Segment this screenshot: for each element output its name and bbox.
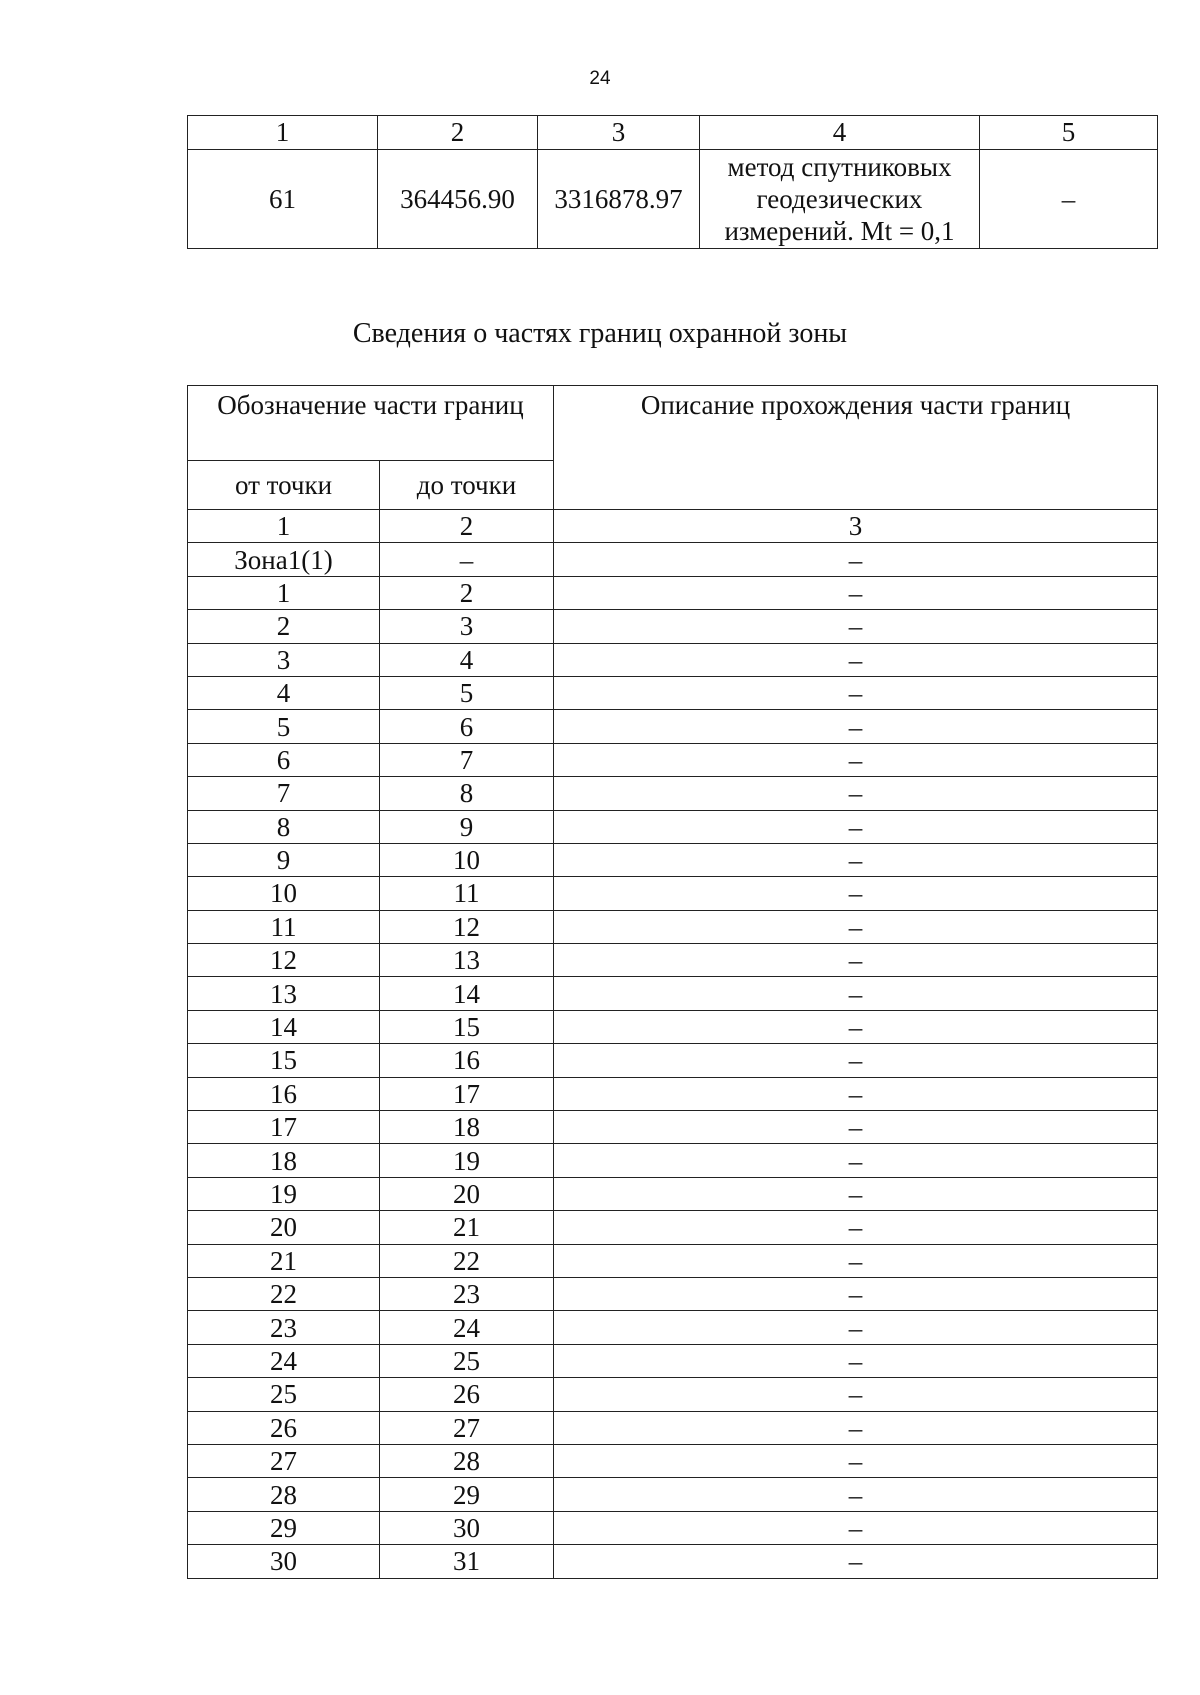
description: –: [554, 1344, 1158, 1377]
description: –: [554, 743, 1158, 776]
to-point: 14: [380, 977, 554, 1010]
description: –: [554, 1077, 1158, 1110]
column-number: 3: [554, 510, 1158, 543]
to-point: 8: [380, 777, 554, 810]
from-point-header: от точки: [188, 461, 380, 510]
from-point: 23: [188, 1311, 380, 1344]
description: –: [554, 1277, 1158, 1310]
table-row: [188, 1344, 1158, 1377]
table-row: [188, 1244, 1158, 1277]
to-point: 23: [380, 1277, 554, 1310]
description: –: [554, 1545, 1158, 1578]
description: –: [554, 676, 1158, 709]
table-row: [188, 1111, 1158, 1144]
from-point: 5: [188, 710, 380, 743]
description: –: [554, 1478, 1158, 1511]
description: –: [554, 1378, 1158, 1411]
to-point: 6: [380, 710, 554, 743]
parts-header-row: [188, 386, 1158, 461]
description: –: [554, 810, 1158, 843]
description: –: [554, 1010, 1158, 1043]
table-row: [188, 710, 1158, 743]
to-point: 7: [380, 743, 554, 776]
to-point: 15: [380, 1010, 554, 1043]
from-point: 3: [188, 643, 380, 676]
column-number: 2: [378, 116, 538, 150]
column-number: 2: [380, 510, 554, 543]
table-row: [188, 777, 1158, 810]
to-point: 30: [380, 1511, 554, 1544]
table-row: [188, 877, 1158, 910]
column-number: 4: [700, 116, 980, 150]
table-row: [188, 576, 1158, 609]
description-header: Описание прохождения части границ: [554, 386, 1158, 510]
table-row: [188, 150, 1158, 249]
table-row: [188, 944, 1158, 977]
from-point: 10: [188, 877, 380, 910]
from-point: 28: [188, 1478, 380, 1511]
table-row: [188, 1545, 1158, 1578]
from-point: 20: [188, 1211, 380, 1244]
description: –: [554, 1311, 1158, 1344]
to-point: 17: [380, 1077, 554, 1110]
table-row: [188, 1144, 1158, 1177]
to-point: 20: [380, 1177, 554, 1210]
to-point: 24: [380, 1311, 554, 1344]
table-row: [188, 1444, 1158, 1477]
to-point: 9: [380, 810, 554, 843]
to-point: 13: [380, 944, 554, 977]
to-point: 21: [380, 1211, 554, 1244]
description: –: [554, 1111, 1158, 1144]
coordinates-header-row: [188, 116, 1158, 150]
coordinate-y: 3316878.97: [538, 150, 700, 249]
to-point: –: [380, 543, 554, 576]
to-point: 12: [380, 910, 554, 943]
description: –: [554, 977, 1158, 1010]
to-point: 18: [380, 1111, 554, 1144]
table-row: [188, 643, 1158, 676]
to-point: 16: [380, 1044, 554, 1077]
description: –: [554, 910, 1158, 943]
description: –: [554, 576, 1158, 609]
column-number: 1: [188, 116, 378, 150]
from-point: 6: [188, 743, 380, 776]
table-row: [188, 1511, 1158, 1544]
description: –: [554, 610, 1158, 643]
table-row: [188, 1177, 1158, 1210]
column-numbers-row: [188, 510, 1158, 543]
column-number: 5: [980, 116, 1158, 150]
to-point: 31: [380, 1545, 554, 1578]
description: –: [554, 643, 1158, 676]
table-row: [188, 810, 1158, 843]
from-point: 17: [188, 1111, 380, 1144]
from-point: 1: [188, 576, 380, 609]
description: –: [554, 877, 1158, 910]
table-row: [188, 743, 1158, 776]
note-cell: –: [980, 150, 1158, 249]
to-point: 11: [380, 877, 554, 910]
from-point: 30: [188, 1545, 380, 1578]
boundary-parts-table: [187, 385, 1158, 1579]
description: –: [554, 944, 1158, 977]
from-point: 14: [188, 1010, 380, 1043]
description: –: [554, 543, 1158, 576]
description: –: [554, 710, 1158, 743]
table-row: [188, 1311, 1158, 1344]
table-row: [188, 676, 1158, 709]
to-point: 4: [380, 643, 554, 676]
from-point: 29: [188, 1511, 380, 1544]
from-point: 13: [188, 977, 380, 1010]
description: –: [554, 1144, 1158, 1177]
from-point: 7: [188, 777, 380, 810]
description: –: [554, 1044, 1158, 1077]
description: –: [554, 1411, 1158, 1444]
from-point: 24: [188, 1344, 380, 1377]
from-point: 16: [188, 1077, 380, 1110]
from-point: 26: [188, 1411, 380, 1444]
to-point: 19: [380, 1144, 554, 1177]
page-number: 24: [589, 68, 611, 89]
table-row: [188, 977, 1158, 1010]
column-number: 1: [188, 510, 380, 543]
to-point-header: до точки: [380, 461, 554, 510]
table-row: [188, 1378, 1158, 1411]
from-point: Зона1(1): [188, 543, 380, 576]
description: –: [554, 1244, 1158, 1277]
table-row: [188, 1010, 1158, 1043]
to-point: 29: [380, 1478, 554, 1511]
coordinates-table: [187, 115, 1158, 249]
section-title: Сведения о частях границ охранной зоны: [352, 318, 848, 349]
to-point: 26: [380, 1378, 554, 1411]
to-point: 28: [380, 1444, 554, 1477]
from-point: 9: [188, 843, 380, 876]
point-number: 61: [188, 150, 378, 249]
from-point: 25: [188, 1378, 380, 1411]
table-row: [188, 1077, 1158, 1110]
from-point: 21: [188, 1244, 380, 1277]
from-point: 15: [188, 1044, 380, 1077]
table-row: [188, 1411, 1158, 1444]
to-point: 3: [380, 610, 554, 643]
to-point: 10: [380, 843, 554, 876]
coordinate-x: 364456.90: [378, 150, 538, 249]
from-point: 22: [188, 1277, 380, 1310]
from-point: 2: [188, 610, 380, 643]
description: –: [554, 843, 1158, 876]
column-number: 3: [538, 116, 700, 150]
table-row: [188, 610, 1158, 643]
description: –: [554, 1177, 1158, 1210]
description: –: [554, 777, 1158, 810]
to-point: 5: [380, 676, 554, 709]
table-row: [188, 1044, 1158, 1077]
from-point: 8: [188, 810, 380, 843]
to-point: 25: [380, 1344, 554, 1377]
description: –: [554, 1211, 1158, 1244]
table-row: [188, 1277, 1158, 1310]
table-row: [188, 543, 1158, 576]
table-row: [188, 1211, 1158, 1244]
description: –: [554, 1511, 1158, 1544]
to-point: 2: [380, 576, 554, 609]
from-point: 11: [188, 910, 380, 943]
table-row: [188, 843, 1158, 876]
table-row: [188, 910, 1158, 943]
table-row: [188, 1478, 1158, 1511]
from-point: 27: [188, 1444, 380, 1477]
measurement-method: метод спутниковых геодезических измерений. Mt = 0,1: [700, 150, 980, 249]
designation-header: Обозначение части границ: [188, 386, 554, 461]
description: –: [554, 1444, 1158, 1477]
from-point: 12: [188, 944, 380, 977]
from-point: 18: [188, 1144, 380, 1177]
from-point: 4: [188, 676, 380, 709]
to-point: 22: [380, 1244, 554, 1277]
to-point: 27: [380, 1411, 554, 1444]
from-point: 19: [188, 1177, 380, 1210]
